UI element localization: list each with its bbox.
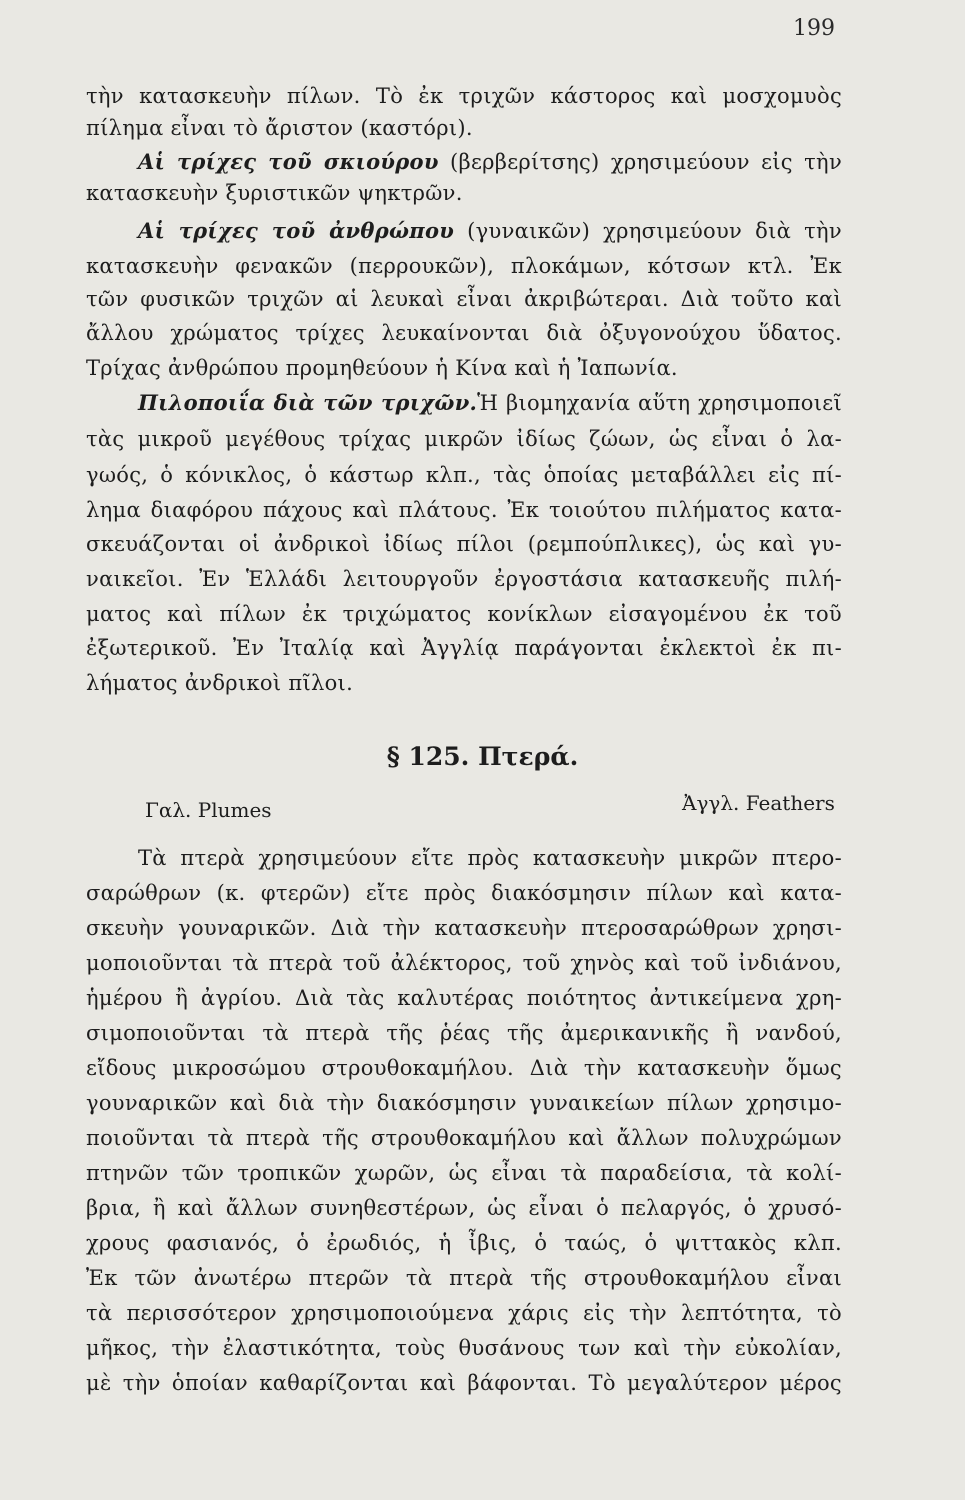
text-line: βρια, ἢ καὶ ἄλλων συνηθεστέρων, ὡς εἶναι ὁ πελαργός, ὁ χρυσό- [86, 1196, 842, 1220]
text-line: ἐξωτερικοῦ. Ἐν Ἰταλίᾳ καὶ Ἀγγλίᾳ παράγονται ἐκλεκτοὶ ἐκ πι- [86, 636, 842, 660]
text-line: ναικεῖοι. Ἐν Ἑλλάδι λειτουργοῦν ἐργοστάσια κατασκευῆς πιλή- [86, 567, 842, 591]
text-line: ἄλλου χρώματος τρίχες λευκαίνονται διὰ ὀξυγονούχου ὕδατος. [86, 321, 842, 345]
text-line: σκευάζονται οἱ ἀνδρικοὶ ἰδίως πίλοι (ρεμπούπλικες), ὡς καὶ γυ- [86, 532, 842, 556]
text-line: ματος καὶ πίλων ἐκ τριχώματος κονίκλων εἰσαγομένου ἐκ τοῦ [86, 602, 842, 626]
text-line [138, 218, 842, 243]
section-title: § 125. Πτερά. [386, 742, 579, 771]
text-line [138, 149, 842, 174]
text-line [138, 390, 842, 415]
text-line: λημα διαφόρου πάχους καὶ πλάτους. Ἐκ τοιούτου πιλήματος κατα- [86, 498, 842, 522]
text-line: μῆκος, τὴν ἐλαστικότητα, τοὺς θυσάνους των καὶ τὴν εὐκολίαν, [86, 1336, 842, 1360]
text-line: λήματος ἀνδρικοὶ πῖλοι. [86, 671, 354, 695]
french-term: Γαλ. Plumes [145, 798, 272, 822]
text-line: Τρίχας ἀνθρώπου προμηθεύουν ἡ Κίνα καὶ ἡ Ἰαπωνία. [86, 356, 678, 380]
text-span: (βερβερίτσης) χρησιμεύουν εἰς τὴν [438, 150, 843, 174]
text-line: τὰς μικροῦ μεγέθους τρίχας μικρῶν ἰδίως ζώων, ὡς εἶναι ὁ λα- [86, 427, 842, 451]
text-line: εἴδους μικροσώμου στρουθοκαμήλου. Διὰ τὴν κατασκευὴν ὅμως [86, 1056, 842, 1080]
text-line: πίλημα εἶναι τὸ ἄριστον (καστόρι). [86, 116, 473, 140]
text-span: Ἡ βιομηχανία αὕτη χρησιμοποιεῖ [477, 391, 842, 415]
text-line: κατασκευὴν φενακῶν (περρουκῶν), πλοκάμων, κότσων κτλ. Ἐκ [86, 254, 842, 278]
subheading-human-hair: Αἱ τρίχες τοῦ ἀνθρώπου [138, 218, 455, 243]
text-line: τὴν κατασκευὴν πίλων. Τὸ ἐκ τριχῶν κάστορος καὶ μοσχομυὸς [86, 84, 842, 108]
text-line: μὲ τὴν ὁποίαν καθαρίζονται καὶ βάφονται. Τὸ μεγαλύτερον μέρος [86, 1371, 842, 1395]
text-line: ἡμέρου ἢ ἀγρίου. Διὰ τὰς καλυτέρας ποιότητος ἀντικείμενα χρη- [86, 986, 842, 1010]
subheading-squirrel-hair: Αἱ τρίχες τοῦ σκιούρου [138, 149, 439, 174]
text-line: πτηνῶν τῶν τροπικῶν χωρῶν, ὡς εἶναι τὰ παραδείσια, τὰ κολί- [86, 1161, 842, 1185]
text-line: χρους φασιανός, ὁ ἐρωδιός, ἡ ἶβις, ὁ ταώς, ὁ ψιττακὸς κλπ. [86, 1231, 842, 1255]
subheading-felt-making: Πιλοποιΐα διὰ τῶν τριχῶν. [138, 390, 478, 415]
text-line: κατασκευὴν ξυριστικῶν ψηκτρῶν. [86, 181, 463, 205]
text-line: σιμοποιοῦνται τὰ πτερὰ τῆς ῥέας τῆς ἀμερικανικῆς ἢ νανδού, [86, 1021, 842, 1045]
english-term: Ἀγγλ. Feathers [682, 791, 835, 815]
text-line: γουναρικῶν καὶ διὰ τὴν διακόσμησιν γυναικείων πίλων χρησιμο- [86, 1091, 842, 1115]
text-span: (γυναικῶν) χρησιμεύουν διὰ τὴν [454, 219, 842, 243]
text-line: Τὰ πτερὰ χρησιμεύουν εἴτε πρὸς κατασκευὴν μικρῶν πτερο- [138, 846, 842, 870]
text-line: μοποιοῦνται τὰ πτερὰ τοῦ ἀλέκτορος, τοῦ χηνὸς καὶ τοῦ ἰνδιάνου, [86, 951, 842, 975]
text-line: ποιοῦνται τὰ πτερὰ τῆς στρουθοκαμήλου καὶ ἄλλων πολυχρώμων [86, 1126, 842, 1150]
text-line: τῶν φυσικῶν τριχῶν αἱ λευκαὶ εἶναι ἀκριβώτεραι. Διὰ τοῦτο καὶ [86, 287, 842, 311]
text-line: σαρώθρων (κ. φτερῶν) εἴτε πρὸς διακόσμησιν πίλων καὶ κατα- [86, 881, 842, 905]
text-line: Ἐκ τῶν ἀνωτέρω πτερῶν τὰ πτερὰ τῆς στρουθοκαμήλου εἶναι [86, 1266, 842, 1290]
text-line: τὰ περισσότερον χρησιμοποιούμενα χάρις εἰς τὴν λεπτότητα, τὸ [86, 1301, 842, 1325]
page-number: 199 [793, 16, 835, 41]
text-line: σκευὴν γουναρικῶν. Διὰ τὴν κατασκευὴν πτεροσαρώθρων χρησι- [86, 916, 842, 940]
text-line: γωός, ὁ κόνικλος, ὁ κάστωρ κλπ., τὰς ὁποίας μεταβάλλει εἰς πί- [86, 463, 842, 487]
